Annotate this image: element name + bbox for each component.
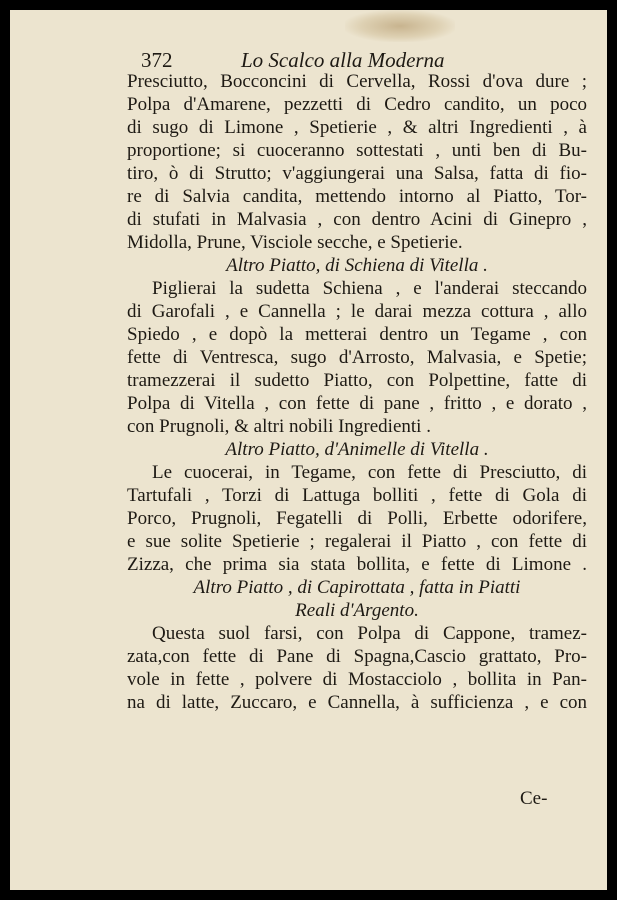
text-line: Polpa d'Amarene, pezzetti di Cedro candito, un poco	[127, 94, 587, 115]
text-line: con Prugnoli, & altri nobili Ingredienti .	[127, 416, 431, 437]
section-heading: Altro Piatto, d'Animelle di Vitella .	[225, 439, 489, 460]
text-line: na di latte, Zuccaro, e Cannella, à sufficienza , e con	[127, 692, 587, 713]
text-line: e sue solite Spetierie ; regalerai il Piatto , con fette di	[127, 531, 587, 552]
text-line: di sugo di Limone , Spetierie , & altri Ingredienti , à	[127, 117, 587, 138]
text-line: fette di Ventresca, sugo d'Arrosto, Malvasia, e Spetie;	[127, 347, 587, 368]
running-title: Lo Scalco alla Moderna	[241, 48, 445, 72]
text-line: tiro, ò di Strutto; v'aggiungerai una Salsa, fatta di fio-	[127, 163, 587, 184]
text-line: Midolla, Prune, Visciole secche, e Spetierie.	[127, 232, 463, 253]
text-line: di stufati in Malvasia , con dentro Acini di Ginepro ,	[127, 209, 587, 230]
text-line: di Garofali , e Cannella ; le darai mezza cottura , allo	[127, 301, 587, 322]
text-line: vole in fette , polvere di Mostacciolo , bollita in Pan-	[127, 669, 587, 690]
text-line: Porco, Prugnoli, Fegatelli di Polli, Erbette odorifere,	[127, 508, 587, 529]
paper-stain	[345, 10, 455, 42]
section-heading: Altro Piatto, di Schiena di Vitella .	[226, 255, 488, 276]
text-line: Le cuocerai, in Tegame, con fette di Presciutto, di	[152, 462, 587, 483]
catchword: Ce-	[520, 788, 548, 809]
text-line: zata,con fette di Pane di Spagna,Cascio grattato, Pro-	[127, 646, 587, 667]
text-line: tramezzerai il sudetto Piatto, con Polpettine, fatte di	[127, 370, 587, 391]
text-line: Polpa di Vitella , con fette di pane , fritto , e dorato ,	[127, 393, 587, 414]
book-page	[10, 10, 607, 890]
section-heading: Altro Piatto , di Capirottata , fatta in Piatti	[193, 577, 521, 598]
page-number: 372	[141, 48, 173, 72]
section-heading-cont: Reali d'Argento.	[295, 600, 419, 621]
text-line: Questa suol farsi, con Polpa di Cappone, tramez-	[152, 623, 587, 644]
text-line: proportione; si cuoceranno sottestati , unti ben di Bu-	[127, 140, 587, 161]
text-line: Spiedo , e dopò la metterai dentro un Tegame , con	[127, 324, 587, 345]
text-line: re di Salvia candita, mettendo intorno al Piatto, Tor-	[127, 186, 587, 207]
text-line: Presciutto, Bocconcini di Cervella, Rossi d'ova dure ;	[127, 71, 587, 92]
text-line: Zizza, che prima sia stata bollita, e fette di Limone .	[127, 554, 587, 575]
text-line: Piglierai la sudetta Schiena , e l'anderai steccando	[152, 278, 587, 299]
text-line: Tartufali , Torzi di Lattuga bolliti , fette di Gola di	[127, 485, 587, 506]
